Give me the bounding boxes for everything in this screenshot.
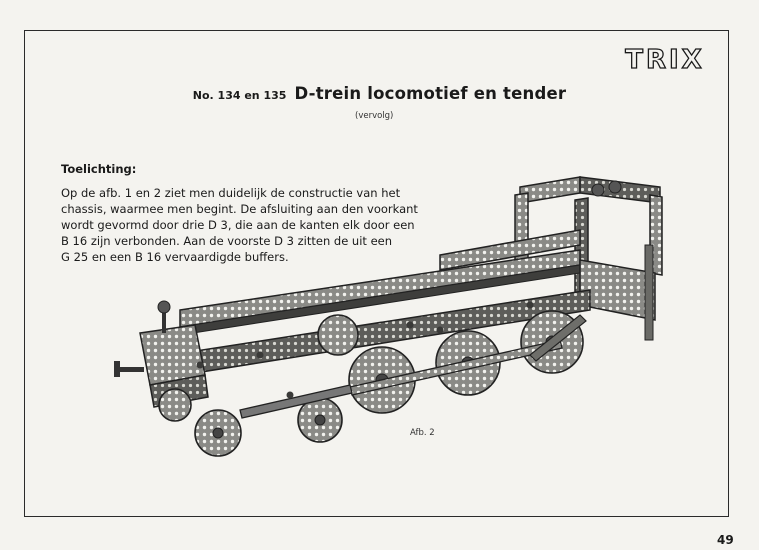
page-title bbox=[0, 84, 759, 103]
text-line: wordt gevormd door drie D 3, die aan de kanten elk door een bbox=[61, 218, 415, 232]
subtitle: (vervolg) bbox=[355, 111, 394, 121]
text-line: B 16 zijn verbonden. Aan de voorste D 3 zitten de uit een bbox=[61, 234, 393, 248]
text-line: Op de afb. 1 en 2 ziet men duidelijk de constructie van het bbox=[61, 186, 401, 200]
figure-caption: Afb. 2 bbox=[410, 428, 435, 438]
title-text: D-trein locomotief en tender bbox=[294, 84, 567, 103]
explanation-heading: Toelichting: bbox=[61, 162, 137, 176]
brand-logo-text: TRIX bbox=[625, 45, 705, 74]
text-line: G 25 en een B 16 vervaardigde buffers. bbox=[61, 250, 289, 264]
model-numbers: No. 134 en 135 bbox=[192, 89, 287, 102]
rear-cross-plate bbox=[580, 245, 655, 340]
page-number: 49 bbox=[717, 533, 734, 547]
locomotive-chassis-illustration bbox=[110, 165, 680, 475]
text-line: chassis, waarmee men begint. De afsluiting aan den voorkant bbox=[61, 202, 418, 216]
trix-logo bbox=[614, 44, 716, 74]
